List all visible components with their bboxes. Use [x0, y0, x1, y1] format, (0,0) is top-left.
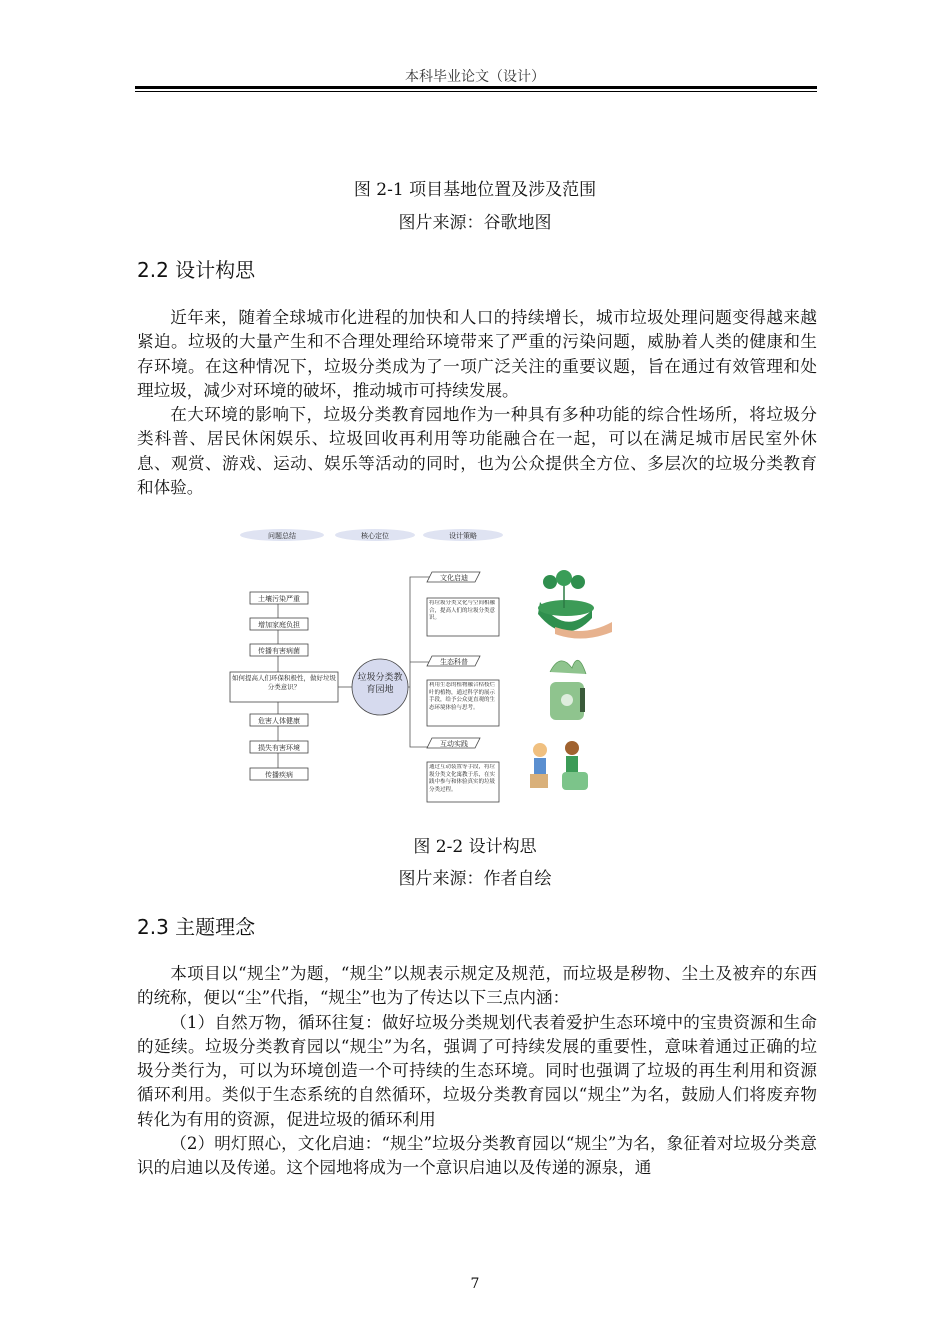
- leaves: [550, 660, 586, 674]
- plant-in-hand-illustration: [538, 570, 612, 639]
- center-label-text: 垃圾分类教育园地: [357, 673, 403, 695]
- leaf-shape: [543, 575, 557, 589]
- problem-question-text: 如何提高人们环保积极性，做好垃圾分类意识？: [232, 674, 336, 691]
- strategy-desc: [429, 764, 497, 800]
- pill-design-strategy: 设计策略: [449, 532, 477, 540]
- paragraph: 本项目以“规尘”为题，“规尘”以规表示规定及规范，而垃圾是秽物、尘土及被弃的东西的统称，便以“尘”代指，“规尘”也为了传达以下三点内涵：: [137, 964, 817, 1008]
- section-2-3-body: [137, 962, 817, 1181]
- header-rule-thick: [135, 86, 817, 89]
- child-head: [533, 743, 547, 757]
- paragraph: 在大环境的影响下，垃圾分类教育园地作为一种具有多种功能的综合性场所，将垃圾分类科普、居民休闲娱乐、垃圾回收再利用等功能融合在一起，可以在满足城市居民室外休息、观赏、游戏、运动、娱乐等活动的同时，也为公众提供全方位、多层次的垃圾分类教育和体验。: [137, 405, 817, 498]
- problem-item: 危害人体健康: [258, 717, 300, 725]
- problem-question: [232, 674, 336, 700]
- strategy-interactive: [427, 738, 499, 802]
- person-figure: [580, 688, 585, 712]
- recycle-bag-illustration: [550, 660, 586, 720]
- pill-core-positioning: 核心定位: [361, 532, 389, 540]
- bowl-rim: [538, 600, 594, 616]
- problem-item: 传播有害病菌: [258, 647, 300, 655]
- section-2-2-body: [137, 306, 817, 500]
- page-header: 本科毕业论文（设计）: [405, 69, 545, 85]
- child-body: [534, 758, 546, 774]
- problem-item: 增加家庭负担: [258, 621, 300, 629]
- child-body: [566, 756, 578, 772]
- child-head: [565, 741, 579, 755]
- strategy-title: 生态科普: [440, 658, 468, 666]
- kids-sorting-illustration: [530, 741, 588, 790]
- problem-list: [230, 592, 338, 780]
- recycle-mark: [561, 694, 573, 706]
- header-rule-thin: [135, 91, 817, 92]
- strategy-desc-text: 将垃圾分类文化与空间相融合，提高人们的垃圾分类意识。: [429, 600, 496, 621]
- leaf-shape: [556, 570, 572, 586]
- paragraph: （2）明灯照心，文化启迪：“规尘”垃圾分类教育园以“规尘”为名，象征着对垃圾分类意识的启迪以及传递。这个园地将成为一个意识启迪以及传递的源泉，通: [137, 1134, 817, 1178]
- strategy-title: 互动实践: [440, 740, 468, 748]
- paragraph: 近年来，随着全球城市化进程的加快和人口的持续增长，城市垃圾处理问题变得越来越紧迫。垃圾的大量产生和不合理处理给环境带来了严重的污染问题，威胁着人类的健康和生存环境。在这种情况下，垃圾分类成为了一项广泛关注的重要议题，旨在通过有效管理和处理垃圾，减少对环境的破坏，推动城市可持续发展。: [137, 308, 817, 400]
- leaf-shape: [571, 575, 585, 589]
- recycle-bin: [562, 772, 588, 790]
- strategy-title: 文化启迪: [440, 574, 468, 582]
- page-number: 7: [470, 1276, 480, 1292]
- strategy-desc-text: 通过互动装置等手段，将垃圾分类文化寓教于乐，在实践中参与和体验真实的垃圾分类过程。: [429, 764, 496, 793]
- problem-item: 土壤污染严重: [258, 595, 300, 603]
- problem-item: 损失有害环境: [258, 744, 300, 752]
- center-label: [354, 672, 406, 702]
- crate: [530, 774, 548, 788]
- design-concept-diagram: [220, 522, 620, 807]
- strategy-ecology: [427, 656, 499, 726]
- figure-1-source: 图片来源：谷歌地图: [398, 213, 552, 233]
- strategy-cultural: [427, 572, 499, 636]
- figure-1-caption: 图 2-1 项目基地位置及涉及范围: [353, 180, 597, 200]
- problem-item: 传播疾病: [265, 771, 293, 779]
- strategy-desc: [429, 600, 497, 634]
- paragraph: （1）自然万物，循环往复：做好垃圾分类规划代表着爱护生态环境中的宝贵资源和生命的延续。垃圾分类教育园以“规尘”为名，强调了可持续发展的重要性，意味着通过正确的垃圾分类行为，可以为环境创造一个可持续的生态环境。同时也强调了垃圾的再生利用和资源循环利用。类似于生态系统的自然循环，垃圾分类教育园以“规尘”为名，鼓励人们将废弃物转化为有用的资源，促进垃圾的循环利用: [137, 1012, 817, 1129]
- diagram-pills: [240, 529, 503, 541]
- section-2-3-heading: 2.3 主题理念: [137, 915, 256, 939]
- figure-2-caption: 图 2-2 设计构思: [413, 837, 537, 857]
- strategy-desc: [429, 682, 497, 724]
- section-2-2-heading: 2.2 设计构思: [137, 258, 256, 282]
- pill-problem-summary: 问题总结: [268, 532, 296, 540]
- figure-2-source: 图片来源：作者自绘: [398, 869, 552, 889]
- strategy-desc-text: 利用生态的植物融合枯枝烂叶的植物，通过科学的展示手段，给予公众更直观的生态环境体验与思考。: [429, 682, 496, 711]
